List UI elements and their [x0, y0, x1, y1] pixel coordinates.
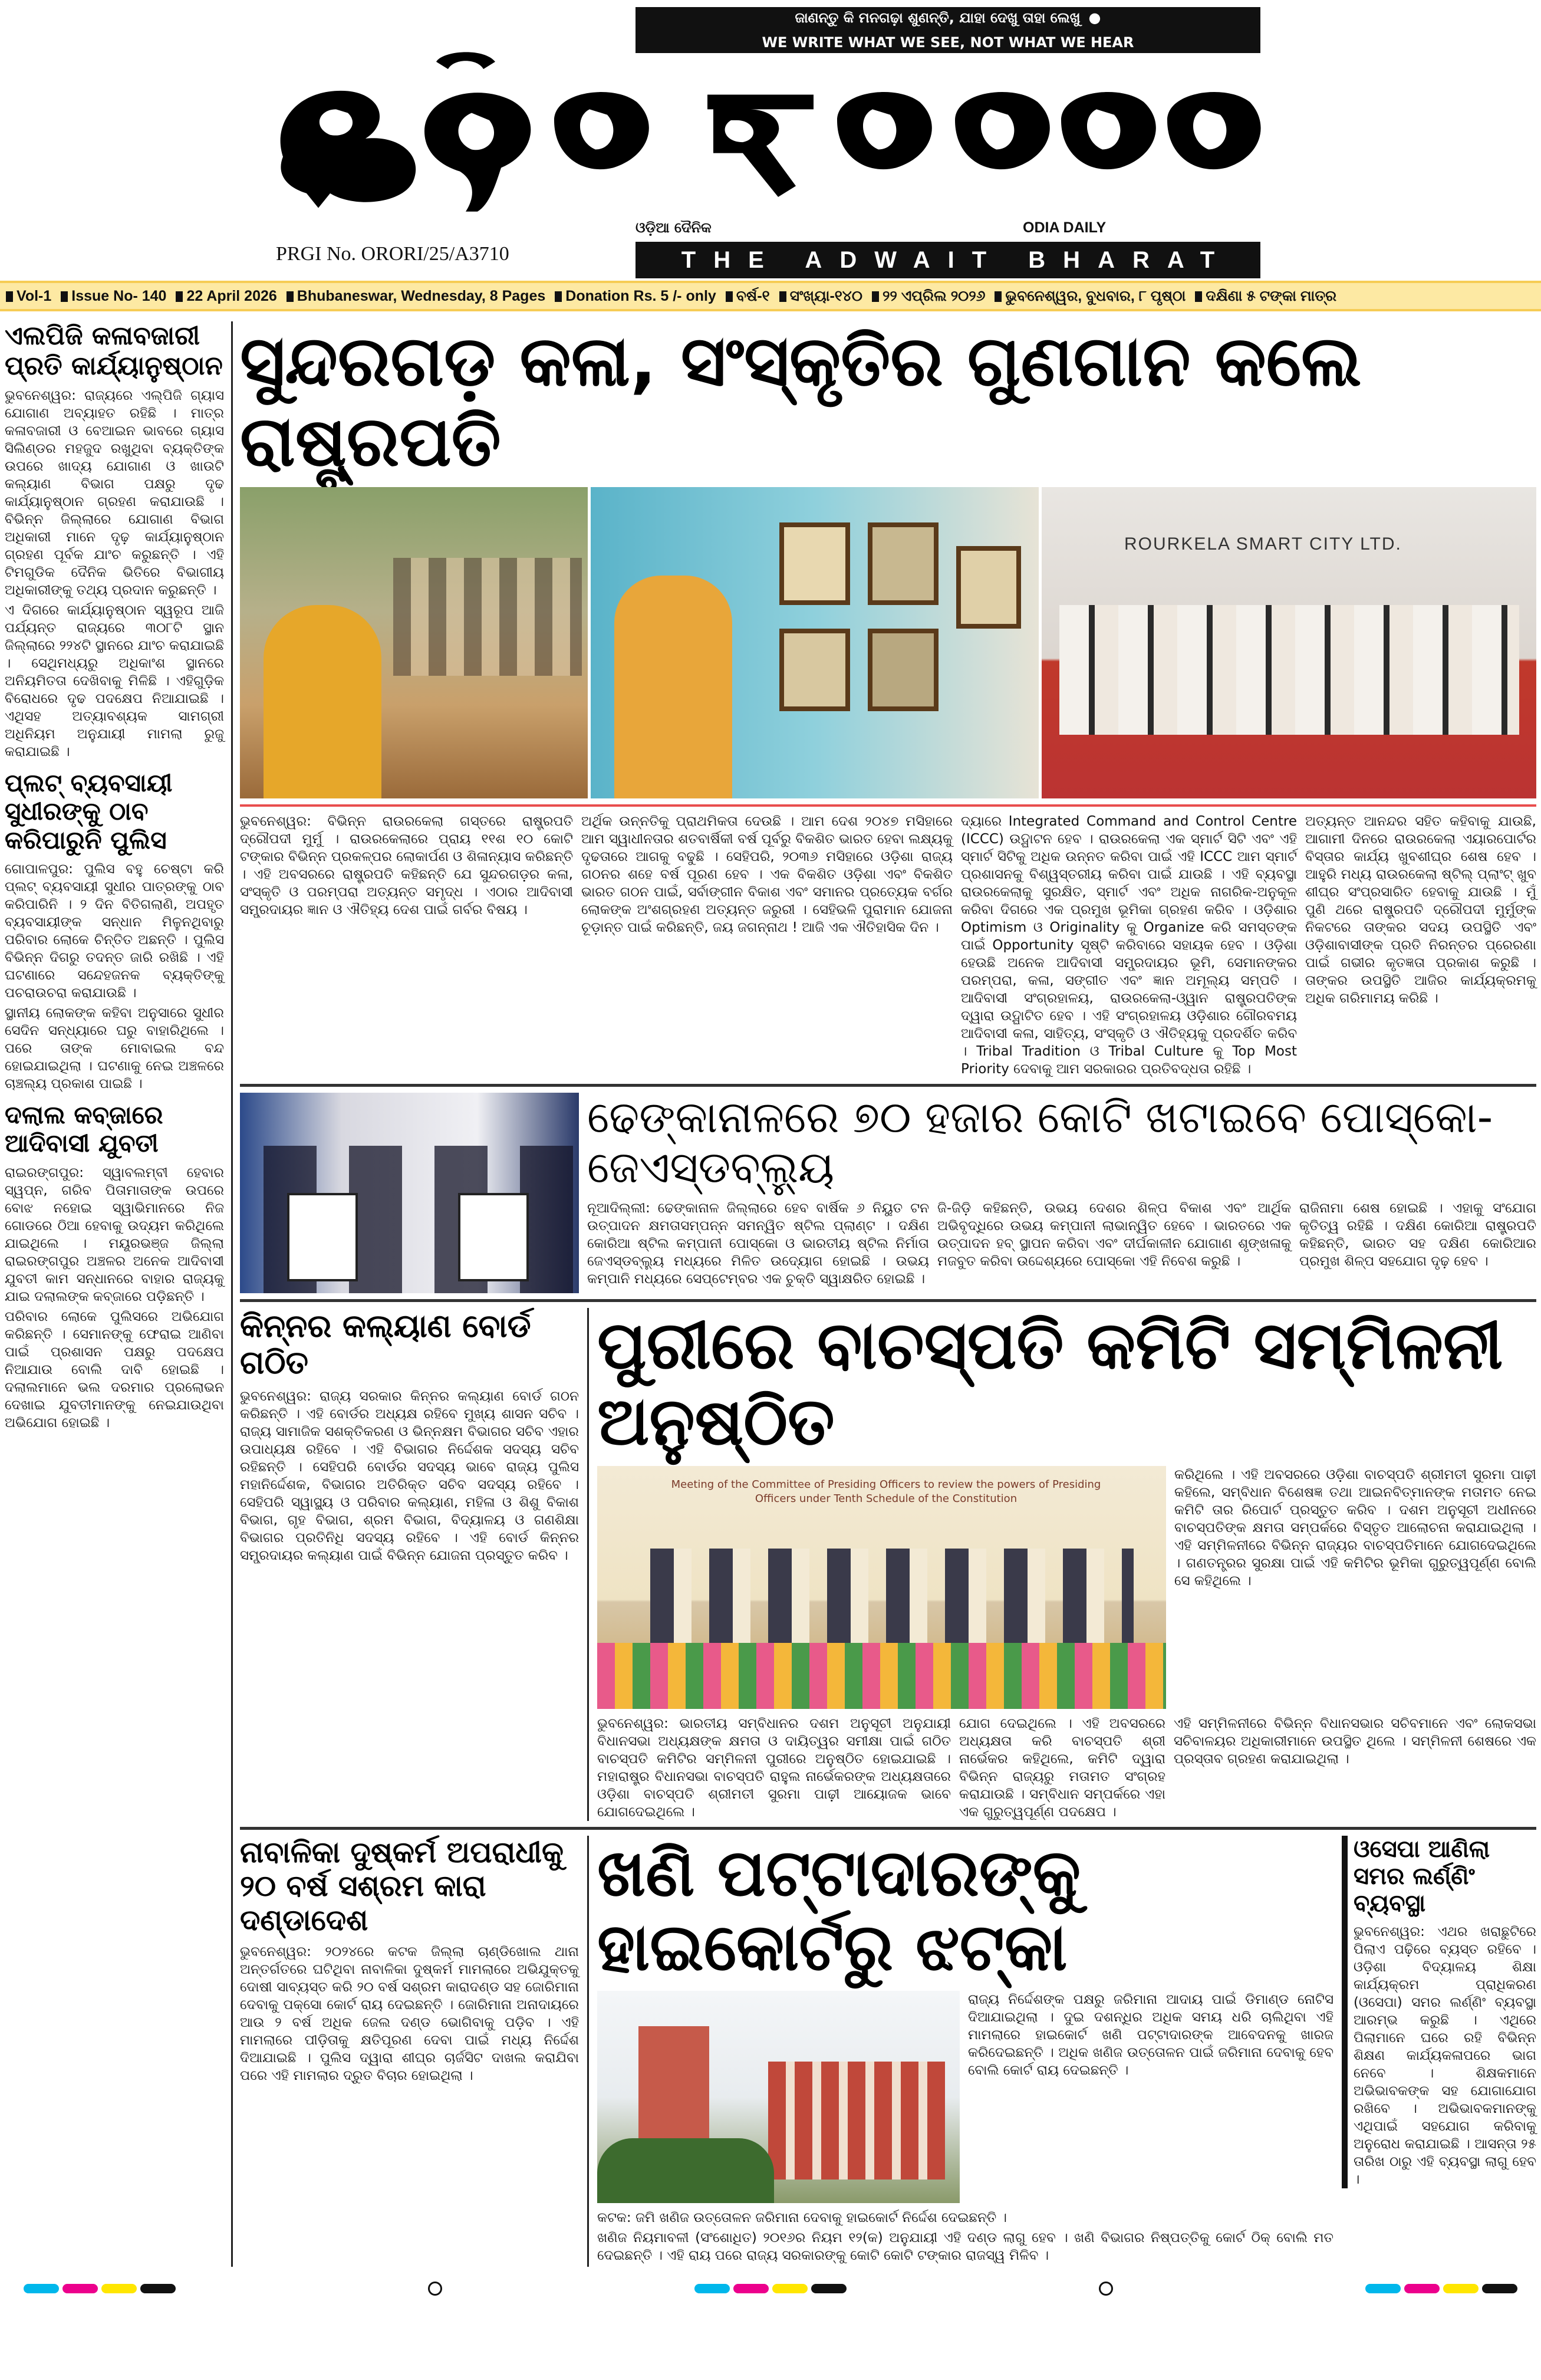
highcourt-photo — [597, 1991, 960, 2203]
left-news-column — [5, 321, 224, 2267]
registration-mark-icon — [428, 2282, 442, 2296]
info-item: 22 April 2026 — [176, 288, 276, 305]
story-headline-lpg: ଏଲପିଜି କଳାବଜାରୀ ପ୍ରତି କାର୍ଯ୍ୟାନୁଷ୍ଠାନ — [5, 321, 223, 381]
highcourt-column-1: ରାଜ୍ୟ ନିର୍ଦ୍ଦେଶଙ୍କ ପକ୍ଷରୁ ଜରିମାନା ଆଦାୟ ପାଇଁ ଡିମାଣ୍ଡ ନୋଟିସ ଦିଆଯାଇଥିଲା । ଦୁଇ ଦଶନ୍ଧିର ଅଧିକ ସମୟ ଧରି ଚାଲିଥିବା ଏହି ମାମଲାରେ ହାଇକୋର୍ଟ ଖଣି ପଟ୍ଟାଦାରଙ୍କ ଆବେଦନକୁ ଖାରଜ କରିଦେଇଛନ୍ତି । ଅଧିକ ଖଣିଜ ଉତ୍ତୋଳନ ପାଇଁ ଜରିମାନା ଦେବାକୁ ହେବ ବୋଲି କୋର୍ଟ ରାୟ ଦେଇଛନ୍ତି । — [968, 1991, 1333, 2078]
lead-photo-exhibition — [591, 487, 1039, 798]
odia-daily-label: ଓଡ଼ିଆ ଦୈନିକ — [636, 219, 712, 236]
story-headline-plot-dealer: ପ୍ଲଟ୍ ବ୍ୟବସାୟୀ ସୁଧୀରଙ୍କୁ ଠାବ କରିପାରୁନି ପୁଲିସ — [5, 768, 173, 854]
story-headline-tribal-girl: ଦଲାଲ କବ୍‌ଜାରେ ଆଦିବାସୀ ଯୁବତୀ — [5, 1100, 163, 1158]
lead-photo-group — [1042, 487, 1536, 798]
osepa-body: ଭୁବନେଶ୍ୱର: ଏଥର ଖରାଛୁଟିରେ ପିଲାଏ ପଢ଼ିରେ ବ୍ୟସ୍ତ ରହିବେ । ଓଡ଼ିଶା ବିଦ୍ୟାଳୟ ଶିକ୍ଷା କାର୍ଯ୍ୟକ୍ରମ ପ୍ରାଧିକରଣ (ଓସେପା) ସମର ଲର୍ଣ୍ଣିଂ ବ୍ୟବସ୍ଥା ଆରମ୍ଭ କରୁଛି । ଏଥିରେ ପିଲାମାନେ ଘରେ ରହି ବିଭିନ୍ନ ଶିକ୍ଷଣ କାର୍ଯ୍ୟକଳାପରେ ଭାଗ ନେବେ । ଶିକ୍ଷକମାନେ ଅଭିଭାବକଙ୍କ ସହ ଯୋଗାଯୋଗ ରଖିବେ । ଅଭିଭାବକମାନଙ୍କୁ ଏଥିପାଇଁ ସହଯୋଗ କରିବାକୁ ଅନୁରୋଧ କରାଯାଇଛି । ଆସନ୍ତା ୨୫ ତାରିଖ ଠାରୁ ଏହି ବ୍ୟବସ୍ଥା ଲାଗୁ ହେବ । — [1354, 1924, 1536, 2187]
info-item: Vol-1 — [6, 288, 51, 305]
story-body-plot-dealer: ଗୋପାଳପୁର: ପୁଲିସ ବହୁ ଚେଷ୍ଟା କରି ପ୍ଲଟ୍ ବ୍ୟବସାୟୀ ସୁଧୀର ପାତ୍ରଙ୍କୁ ଠାବ କରିପାରିନି । ୨ ଦିନ ବିତିଗଲାଣି, ଅପହୃତ ବ୍ୟବସାୟୀଙ୍କ ସନ୍ଧାନ ମିଳୁନଥିବାରୁ ପରିବାର ଲୋକେ ଚିନ୍ତିତ ଅଛନ୍ତି । ପୁଲିସ ବିଭିନ୍ନ ଦିଗରୁ ତଦନ୍ତ ଜାରି ରଖିଛି । ଏହି ଘଟଣାରେ ସନ୍ଦେହଜନକ ବ୍ୟକ୍ତିଙ୍କୁ ପଚରାଉଚରା କରାଯାଉଛି । ସ୍ଥାନୀୟ ଲୋକଙ୍କ କହିବା ଅନୁସାରେ ସୁଧୀର ସେଦିନ ସନ୍ଧ୍ୟାରେ ଘରୁ ବାହାରିଥିଲେ । ପରେ ତାଙ୍କ ମୋବାଇଲ ବନ୍ଦ ହୋଇଯାଇଥିଲା । ଘଟଣାକୁ ନେଇ ଅଞ୍ଚଳରେ ଚାଞ୍ଚଲ୍ୟ ପ୍ରକାଶ ପାଇଛି । — [5, 862, 224, 1092]
column-divider — [587, 1308, 589, 1821]
masthead-tagline — [636, 7, 1260, 53]
kinnar-body: ଭୁବନେଶ୍ୱର: ରାଜ୍ୟ ସରକାର କିନ୍ନର କଲ୍ୟାଣ ବୋର୍ଡ ଗଠନ କରିଛନ୍ତି । ଏହି ବୋର୍ଡର ଅଧ୍ୟକ୍ଷ ରହିବେ ମୁଖ୍ୟ ଶାସନ ସଚିବ । ରାଜ୍ୟ ସାମାଜିକ ସଶକ୍ତିକରଣ ଓ ଭିନ୍ନକ୍ଷମ ବିଭାଗର ସଚିବ ଏହାର ଉପାଧ୍ୟକ୍ଷ ରହିବେ । ଏହି ବିଭାଗର ନିର୍ଦ୍ଦେଶକ ସଦସ୍ୟ ସଚିବ ରହିଛନ୍ତି । ସେହିପରି ବୋର୍ଡର ସଦସ୍ୟ ଭାବେ ରାଜ୍ୟ ପୁଲିସ ମହାନିର୍ଦ୍ଦେଶକ, ବିଭାଗର ଅତିରିକ୍ତ ସଚିବ ସଦସ୍ୟ ରହିବେ । ସେହିପରି ସ୍ୱାସ୍ଥ୍ୟ ଓ ପରିବାର କଲ୍ୟାଣ, ମହିଳା ଓ ଶିଶୁ ବିକାଶ ବିଭାଗ, ଗୃହ ବିଭାଗ, ଶ୍ରମ ବିଭାଗ, ବିଦ୍ୟାଳୟ ଓ ଗଣଶିକ୍ଷା ବିଭାଗର ପ୍ରତିନିଧି ସଦସ୍ୟ ରହିବେ । ଏହି ବୋର୍ଡ କିନ୍ନର ସମ୍ପ୍ରଦାୟର କଲ୍ୟାଣ ପାଇଁ ବିଭିନ୍ନ ଯୋଜନା ପ୍ରସ୍ତୁତ କରିବ । — [240, 1388, 579, 1563]
info-item: Bhubaneswar, Wednesday, 8 Pages — [287, 288, 545, 305]
kinnar-headline: କିନ୍ନର କଲ୍ୟାଣ ବୋର୍ଡ ଗଠିତ — [240, 1307, 531, 1382]
pocso-body: ଭୁବନେଶ୍ୱର: ୨୦୨୪ରେ କଟକ ଜିଲ୍ଲା ଚାଣ୍ଡିଖୋଲ ଥାନା ଅନ୍ତର୍ଗତରେ ଘଟିଥିବା ନାବାଳିକା ଦୁଷ୍କର୍ମ ମାମଲାରେ ଅଭିଯୁକ୍ତକୁ ଦୋଷୀ ସାବ୍ୟସ୍ତ କରି ୨୦ ବର୍ଷ ସଶ୍ରମ କାରାଦଣ୍ଡ ସହ ଜୋରିମାନା ଦେବାକୁ ପକ୍ସୋ କୋର୍ଟ ରାୟ ଦେଇଛନ୍ତି । ଜୋରିମାନା ଅନାଦାୟରେ ଆଉ ୨ ବର୍ଷ ଅଧିକ ଜେଲ ଦଣ୍ଡ ଭୋଗିବାକୁ ପଡ଼ିବ । ଏହି ମାମଲାରେ ପୀଡ଼ିତାକୁ କ୍ଷତିପୂରଣ ଦେବା ପାଇଁ ମଧ୍ୟ ନିର୍ଦ୍ଦେଶ ଦିଆଯାଇଛି । ପୁଲିସ ଦ୍ୱାରା ଶୀଘ୍ର ଚାର୍ଜସିଟ ଦାଖଲ କରାଯିବା ପରେ ଏହି ମାମଲାର ଦ୍ରୁତ ବିଚାର ହୋଇଥିଲା । — [240, 1944, 579, 2084]
posco-headline: ଢେଙ୍କାନାଳରେ ୭୦ ହଜାର କୋଟି ଖଟାଇବେ ପୋସ୍କୋ-ଜେଏସ୍‌ଡବ୍ଲ୍ୟୁ — [587, 1092, 1493, 1194]
lead-headline: ସୁନ୍ଦରଗଡ଼ କଳା, ସଂସ୍କୃତିର ଗୁଣଗାନ କଲେ ରାଷ୍ଟ୍ରପତି — [240, 320, 1362, 482]
photo-banner-text: Meeting of the Committee of Presiding Officers to review the powers of Presiding Officers under Tenth Schedule of the Constitution — [671, 1478, 1101, 1505]
pocso-headline: ନାବାଳିକା ଦୁଷ୍କର୍ମ ଅପରାଧୀକୁ ୨୦ ବର୍ଷ ସଶ୍ରମ କାରା ଦଣ୍ଡାଦେଶ — [240, 1835, 564, 1937]
lead-column-2: ଅର୍ଥିକ ଉନ୍ନତିକୁ ପ୍ରାଥମିକତା ଦେଉଛି । ଆମ ଦେଶ ୨୦୪୭ ମସିହାରେ ଆମ ସ୍ୱାଧୀନତାର ଶତବାର୍ଷିକୀ ବର୍ଷ ପୂର୍ବରୁ ବିକଶିତ ଭାରତ ହେବା ଲକ୍ଷ୍ୟକୁ ଦୃଢତାରେ ଆଗକୁ ବଢୁଛି । ସେହିପରି, ୨୦୩୬ ମସିହାରେ ଓଡ଼ିଶା ରାଜ୍ୟ ଗଠନର ଶହେ ବର୍ଷ ପୂରଣ ହେବ । ଏକ ବିକଶିତ ଓଡ଼ିଶା ଏବଂ ବିକଶିତ ଭାରତ ଗଠନ ପାଇଁ, ସର୍ବାଙ୍ଗୀନ ବିକାଶ ଏବଂ ସମାନର ପ୍ରତ୍ୟେକ ବର୍ଗର ଲୋକଙ୍କ ଅଂଶଗ୍ରହଣ ଅତ୍ୟନ୍ତ ଜରୁରୀ । ସେହିଭଳି ପୁରାମାନ ଯୋଜନା ଚୂଡ଼ାନ୍ତ ପାଇଁ କରିଛନ୍ତି, ଜୟ ଜଗନ୍ନାଥ ! ଆଜି ଏକ ଐତିହାସିକ ଦିନ । — [581, 814, 953, 936]
highcourt-lower: କଟକ: ଜମି ଖଣିଜ ଉତ୍ତୋଳନ ଜରିମାନା ଦେବାକୁ ହାଇକୋର୍ଟ ନିର୍ଦ୍ଦେଶ ଦେଇଛନ୍ତି । ଖଣିଜ ନିୟମାବଳୀ (ସଂଶୋଧିତ) ୨୦୧୬ର ନିୟମ ୧୨(କ) ଅନୁଯାୟୀ ଏହି ଦଣ୍ଡ ଲାଗୁ ହେବ । ଖଣି ବିଭାଗର ନିଷ୍ପତ୍ତିକୁ କୋର୍ଟ ଠିକ୍ ବୋଲି ମତ ଦେଇଛନ୍ତି । ଏହି ରାୟ ପରେ ରାଜ୍ୟ ସରକାରଙ୍କୁ କୋଟି କୋଟି ଟଙ୍କାର ରାଜସ୍ୱ ମିଳିବ । — [597, 2210, 1333, 2263]
puri-column-2: ଯୋଗ ଦେଇଥିଲେ । ଏହି ଅବସରରେ ଅଧ୍ୟକ୍ଷତା କରି ବାଚସ୍ପତି ଶ୍ରୀ ନାର୍ଭେକର କହିଥିଲେ, କମିଟି ଦ୍ୱାରା ବିଭିନ୍ନ ରାଜ୍ୟରୁ ମତାମତ ସଂଗ୍ରହ କରାଯାଉଛି । ସମ୍ବିଧାନ ସମ୍ପର୍କରେ ଏହା ଏକ ଗୁରୁତ୍ୱପୂର୍ଣ୍ଣ ପଦକ୍ଷେପ । — [959, 1715, 1165, 1820]
info-item-or: ଭୁବନେଶ୍ୱର, ବୁଧବାର, ୮ ପୃଷ୍ଠା — [995, 288, 1186, 305]
lead-column-1: ଭୁବନେଶ୍ୱର: ବିଭିନ୍ନ ରାଉରକେଲା ଗସ୍ତରେ ରାଷ୍ଟ୍ରପତି ଦ୍ରୌପଦୀ ମୁର୍ମୁ । ରାଉରକେଲାରେ ପ୍ରାୟ ୧୧ଶ ୧୦ କୋଟି ଟଙ୍କାର ବିଭିନ୍ନ ପ୍ରକଳ୍ପର ଲୋକାର୍ପଣ ଓ ଶିଳାନ୍ୟାସ କରିଛନ୍ତି । ଏହି ଅବସରରେ ରାଷ୍ଟ୍ରପତି କହିଛନ୍ତି ଯେ ସୁନ୍ଦରଗଡ଼ର କଳା, ସଂସ୍କୃତି ଓ ପରମ୍ପରା ଅତ୍ୟନ୍ତ ସମୃଦ୍ଧ । ଏଠାର ଆଦିବାସୀ ସମ୍ପ୍ରଦାୟର ଜ୍ଞାନ ଓ ଐତିହ୍ୟ ଦେଶ ପାଇଁ ଗର୍ବର ବିଷୟ । — [240, 814, 573, 918]
highcourt-headline: ଖଣି ପଟ୍ଟାଦାରଙ୍କୁ ହାଇକୋର୍ଟରୁ ଝଟ୍‌କା — [597, 1835, 1081, 1985]
accent-rule — [240, 804, 1536, 807]
puri-column-3: ଏହି ସମ୍ମିଳନୀରେ ବିଭିନ୍ନ ବିଧାନସଭାର ସଚିବମାନେ ଏବଂ ଲୋକସଭା ସଚିବାଳୟର ଅଧିକାରୀମାନେ ଉପସ୍ଥିତ ଥିଲେ । ସମ୍ମିଳନୀ ଶେଷରେ ଏକ ପ୍ରସ୍ତାବ ଗ୍ରହଣ କରାଯାଇଥିଲା । — [1174, 1715, 1536, 1767]
print-registration-bar — [0, 2279, 1541, 2299]
masthead-logo — [248, 47, 1273, 215]
tagline-odia: ଜାଣନ୍ତୁ କି ମନଗଢ଼ା ଶୁଣନ୍ତି, ଯାହା ଦେଖୁ ତାହା ଲେଖୁ — [795, 9, 1081, 26]
posco-mou-photo — [240, 1093, 579, 1293]
odia-daily-label-en: ODIA DAILY — [1023, 219, 1107, 236]
lead-photos — [240, 487, 1536, 798]
section-rule — [240, 1827, 1536, 1830]
info-item-or: ଦକ୍ଷିଣା ୫ ଟଙ୍କା ମାତ୍ର — [1195, 288, 1336, 305]
masthead — [0, 0, 1541, 321]
info-item-or: ବର୍ଷ-୧ — [726, 288, 770, 305]
lead-column-4: ଅତ୍ୟନ୍ତ ଆନନ୍ଦର ସହିତ କହିବାକୁ ଯାଉଛି, ଆଗାମୀ ଦିନରେ ରାଉରକେଲା ଏୟାରପୋର୍ଟର ବିସ୍ତାର କାର୍ଯ୍ୟ ଖୁବଶୀଘ୍ର ଶେଷ ହେବ । ଆହୁରି ମଧ୍ୟ ରାଉରକେଲା ଷ୍ଟିଲ୍ ପ୍ଲାଂଟ୍ ଖୁବ ଶୀଘ୍ର ସଂପ୍ରସାରିତ ହେବାକୁ ଯାଉଛି । ମୁଁ ପୁଣି ଥରେ ରାଷ୍ଟ୍ରପତି ଦ୍ରୌପଦୀ ମୁର୍ମୁଙ୍କ ନିକଟରେ ତାଙ୍କର ସଦୟ ଉପସ୍ଥିତି ଏବଂ ଓଡ଼ିଶାବାସୀଙ୍କ ପ୍ରତି ନିରନ୍ତର ପ୍ରେରଣା ପାଇଁ ଗଭୀର କୃତଜ୍ଞତା ପ୍ରକାଶ କରୁଛି । ତାଙ୍କର ଉପସ୍ଥିତି ଆଜିର କାର୍ଯ୍ୟକ୍ରମକୁ ଅଧିକ ଗରିମାମୟ କରିଛି । — [1305, 814, 1536, 1007]
column-divider — [587, 1836, 589, 2267]
info-item-or: ସଂଖ୍ୟା-୧୪୦ — [779, 288, 862, 305]
highcourt-caption: କଟକ: ଜମି ଖଣିଜ ଉତ୍ତୋଳନ ଜରିମାନା ଦେବାକୁ ହାଇକୋର୍ଟ ନିର୍ଦ୍ଦେଶ ଦେଇଛନ୍ତି । — [597, 2210, 1007, 2226]
lead-columns — [240, 813, 1536, 1078]
bottom-section — [240, 1836, 1536, 2267]
section-rule — [240, 1299, 1536, 1302]
main-news-area — [240, 321, 1536, 2267]
issue-info-bar — [0, 281, 1541, 311]
puri-column-1: ଭୁବନେଶ୍ୱର: ଭାରତୀୟ ସମ୍ବିଧାନର ଦଶମ ଅନୁସୂଚୀ ଅନୁଯାୟୀ ବିଧାନସଭା ଅଧ୍ୟକ୍ଷଙ୍କ କ୍ଷମତା ଓ ଦାୟିତ୍ୱର ସମୀକ୍ଷା ପାଇଁ ଗଠିତ ବାଚସ୍ପତି କମିଟିର ସମ୍ମିଳନୀ ପୁରୀରେ ଅନୁଷ୍ଠିତ ହୋଇଯାଇଛି । ମହାରାଷ୍ଟ୍ର ବିଧାନସଭା ବାଚସ୍ପତି ରାହୁଲ ନାର୍ଭେକରଙ୍କ ଅଧ୍ୟକ୍ଷତାରେ ଓଡ଼ିଶା ବାଚସ୍ପତି ଶ୍ରୀମତୀ ସୁରମା ପାଢ଼ୀ ଆୟୋଜକ ଭାବେ ଯୋଗଦେଇଥିଲେ । — [597, 1715, 951, 1820]
registration-mark-icon — [1099, 2282, 1113, 2296]
section-rule — [240, 1084, 1536, 1087]
puri-right-column: କରିଥିଲେ । ଏହି ଅବସରରେ ଓଡ଼ିଶା ବାଚସ୍ପତି ଶ୍ରୀମତୀ ସୁରମା ପାଢ଼ୀ କହିଲେ, ସମ୍ବିଧାନ ବିଶେଷଜ୍ଞ ତଥା ଆଇନବିତ୍‌ମାନଙ୍କ ମତାମତ ନେଇ କମିଟି ତାର ରିପୋର୍ଟ ପ୍ରସ୍ତୁତ କରିବ । ଦଶମ ଅନୁସୂଚୀ ଅଧୀନରେ ବାଚସ୍ପତିଙ୍କ କ୍ଷମତା ସମ୍ପର୍କରେ ବିସ୍ତୃତ ଆଲୋଚନା କରାଯାଇଥିଲା । ଏହି ସମ୍ମିଳନୀରେ ବିଭିନ୍ନ ରାଜ୍ୟର ବାଚସ୍ପତିମାନେ ଯୋଗଦେଇଥିଲେ । ଗଣତନ୍ତ୍ରର ସୁରକ୍ଷା ପାଇଁ ଏହି କମିଟିର ଭୂମିକା ଗୁରୁତ୍ୱପୂର୍ଣ୍ଣ ବୋଲି ସେ କହିଥିଲେ । — [1174, 1467, 1536, 1589]
posco-column-2: ଜି-ଜିଡ଼ି କହିଛନ୍ତି, ଉଭୟ ଦେଶର ଶିଳ୍ପ ବିକାଶ ଏବଂ ଆର୍ଥିକ ଅଭିବୃଦ୍ଧିରେ ଉଭୟ କମ୍ପାନୀ ଲାଭାନ୍ୱିତ ହେବେ । ଭାରତରେ ଏକ ଉତ୍ପାଦନ ହବ୍ ସ୍ଥାପନ କରିବା ଏବଂ ଦୀର୍ଘକାଳୀନ ଯୋଗାଣ ଶୃଙ୍ଖଳାକୁ ମଜବୁତ କରିବା ଉଦ୍ଦେଶ୍ୟରେ ପୋସ୍କୋ ଏହି ନିବେଶ କରୁଛି । — [937, 1200, 1291, 1269]
posco-column-3: ରାଜିନାମା ଶେଷ ହୋଇଛି । ଏହାକୁ ସଂଯୋଗ କୃତିତ୍ୱ ରହିଛି । ଦକ୍ଷିଣ କୋରିଆ ରାଷ୍ଟ୍ରପତି କହିଛନ୍ତି, ଭାରତ ସହ ଦକ୍ଷିଣ କୋରିଆର ପ୍ରମୁଖ ଶିଳ୍ପ ସହଯୋଗ ଦୃଢ଼ ହେବ । — [1299, 1200, 1536, 1269]
lead-photo-crowd — [240, 487, 588, 798]
prgi-number: PRGI No. ORORI/25/A3710 — [276, 243, 509, 265]
osepa-story — [1342, 1836, 1536, 2188]
posco-column-1: ନୂଆଦିଲ୍ଲୀ: ଢେଙ୍କାନାଳ ଜିଲ୍ଲାରେ ହେବ ବାର୍ଷିକ ୬ ନିୟୁତ ଟନ ଉତ୍ପାଦନ କ୍ଷମତାସମ୍ପନ୍ନ ସମନ୍ୱିତ ଷ୍ଟିଲ ପ୍ଲାଣ୍ଟ । ଦକ୍ଷିଣ କୋରିଆ ଷ୍ଟିଲ କମ୍ପାନୀ ପୋସ୍କୋ ଓ ଭାରତୀୟ ଷ୍ଟିଲ ନିର୍ମାତା ଜେଏସ୍‌ଡବ୍ଲ୍ୟୁ ମଧ୍ୟରେ ମିଳିତ ଉଦ୍ୟୋଗ ହୋଇଛି । ଉଭୟ କମ୍ପାନି ମଧ୍ୟରେ ସେପ୍ଟେମ୍ବର ଏକ ଚୁକ୍ତି ସ୍ୱାକ୍ଷରିତ ହୋଇଛି । — [587, 1200, 929, 1287]
page-body — [0, 321, 1541, 2267]
osepa-headline: ଓସେପା ଆଣିଲା ସମର ଲର୍ଣ୍ଣିଂ ବ୍ୟବସ୍ଥା — [1354, 1835, 1490, 1917]
bullet-icon: ● — [1088, 9, 1101, 26]
tagline-english: WE WRITE WHAT WE SEE, NOT WHAT WE HEAR — [762, 34, 1134, 51]
story-body-tribal-girl: ରାଇରଙ୍ଗପୁର: ସ୍ୱାବଲମ୍ବୀ ହେବାର ସ୍ୱପ୍ନ, ଗରିବ ପିତାମାତାଙ୍କ ଉପରେ ବୋଝ ନହୋଇ ସ୍ୱାଭିମାନରେ ନିଜ ଗୋଡରେ ଠିଆ ହେବାକୁ ଉଦ୍ୟମ କରିଥିଲେ ଯାଇଥିଲେ । ମୟୂରଭଞ୍ଜ ଜିଲ୍ଲା ରାଇରଙ୍ଗପୁର ଅଞ୍ଚଳର ଅନେକ ଆଦିବାସୀ ଯୁବତୀ କାମ ସନ୍ଧାନରେ ବାହାର ରାଜ୍ୟକୁ ଯାଇ ଦଲାଲଙ୍କ କବ୍‌ଜାରେ ପଡ଼ିଛନ୍ତି । ପରିବାର ଲୋକେ ପୁଲିସରେ ଅଭିଯୋଗ କରିଛନ୍ତି । ସେମାନଙ୍କୁ ଫେରାଇ ଆଣିବା ପାଇଁ ପ୍ରଶାସନ ପକ୍ଷରୁ ପଦକ୍ଷେପ ନିଆଯାଉ ବୋଲି ଦାବି ହୋଇଛି । ଦଲାଲମାନେ ଭଲ ଦରମାର ପ୍ରଲୋଭନ ଦେଖାଇ ଯୁବତୀମାନଙ୍କୁ ନେଇଯାଉଥିବା ଅଭିଯୋଗ ହୋଇଛି । — [5, 1165, 224, 1431]
posco-section — [240, 1093, 1536, 1293]
info-item: Issue No- 140 — [61, 288, 166, 305]
column-divider — [231, 321, 233, 2267]
info-item: Donation Rs. 5 /- only — [555, 288, 716, 305]
info-item-or: ୨୨ ଏପ୍ରିଲ ୨୦୨୬ — [872, 288, 985, 305]
puri-headline: ପୁରୀରେ ବାଚସ୍ପତି କମିଟି ସମ୍ମିଳନୀ ଅନୁଷ୍ଠିତ — [597, 1307, 1503, 1461]
lead-column-3: ଦ୍ୟାରେ Integrated Command and Control Centre (ICCC) ଉଦ୍ଘାଟନ ହେବ । ରାଉରକେଲା ଏକ ସ୍ମାର୍ଟ ସିଟି ଏବଂ ଏହି ସ୍ମାର୍ଟ ସିଟିକୁ ଅଧିକ ଉନ୍ନତ କରିବା ପାଇଁ ଏହି ICCC ଆମ ସ୍ମାର୍ଟ ପ୍ରଶାସନକୁ ବିଶ୍ୱସ୍ତରୀୟ କରିବା ପାଇଁ ଯାଉଛି । ଏହି ବ୍ୟବସ୍ଥା ରାଉରକେଲାକୁ ସୁରକ୍ଷିତ, ସ୍ମାର୍ଟ ଏବଂ ଅଧିକ ନାଗରିକ-ଅନୁକୂଳ କରିବା ଦିଗରେ ଏକ ପ୍ରମୁଖ ଭୂମିକା ଗ୍ରହଣ କରିବ । ଓଡ଼ିଶାର Optimism ଓ Originality କୁ Organize କରି ସମସ୍ତଙ୍କ ପାଇଁ Opportunity ସୃଷ୍ଟି କରିବାରେ ସହାୟକ ହେବ । ଓଡ଼ିଶା ହେଉଛି ଅନେକ ଆଦିବାସୀ ସମ୍ପ୍ରଦାୟର ଭୂମି, ସେମାନଙ୍କର ପରମ୍ପରା, କଳା, ସଙ୍ଗୀତ ଏବଂ ଜ୍ଞାନ ଅମୂଲ୍ୟ ସମ୍ପତି । ଆଦିବାସୀ ସଂଗ୍ରହାଳୟ, ରାଉରକେଲା-ଓ୍ୱାନ ରାଷ୍ଟ୍ରପତିଙ୍କ ଦ୍ୱାରା ଉଦ୍ଘାଟିତ ହେବ । ଏହି ସଂଗ୍ରହାଳୟ ଓଡ଼ିଶାର ଗୌରବମୟ ଆଦିବାସୀ କଳା, ସାହିତ୍ୟ, ସଂସ୍କୃତି ଓ ଐତିହ୍ୟକୁ ପ୍ରଦର୍ଶିତ କରିବ । Tribal Tradition ଓ Tribal Culture କୁ Top Most Priority ଦେବାକୁ ଆମ ସରକାରର ପ୍ରତିବଦ୍ଧତା ରହିଛି । — [961, 814, 1297, 1077]
masthead-title-english: THE ADWAIT BHARAT — [636, 242, 1260, 278]
kinnar-puri-section — [240, 1308, 1536, 1821]
puri-meeting-photo — [597, 1466, 1166, 1709]
photo-sign-text: ROURKELA SMART CITY LTD. — [1124, 534, 1402, 554]
story-body-lpg: ଭୁବନେଶ୍ୱର: ରାଜ୍ୟରେ ଏଲ୍‌ପିଜି ଗ୍ୟାସ ଯୋଗାଣ ଅବ୍ୟାହତ ରହିଛି । ମାତ୍ର କଳାବଜାରୀ ଓ ବେଆଇନ ଭାବରେ ଗ୍ୟାସ ସିଲିଣ୍ଡର ମହଜୁଦ ରଖୁଥିବା ବ୍ୟକ୍ତିଙ୍କ ଉପରେ ଖାଦ୍ୟ ଯୋଗାଣ ଓ ଖାଉଟି କଲ୍ୟାଣ ବିଭାଗ ପକ୍ଷରୁ ଦୃଢ କାର୍ଯ୍ୟାନୁଷ୍ଠାନ ଗ୍ରହଣ କରାଯାଉଛି । ବିଭିନ୍ନ ଜିଲ୍ଲାରେ ଯୋଗାଣ ବିଭାଗ ଅଧିକାରୀ ମାନେ ଦୃଢ଼ କାର୍ଯ୍ୟାନୁଷ୍ଠାନ ଗ୍ରହଣ ପୂର୍ବକ ଯାଂଚ କରୁଛନ୍ତି । ଏହି ଟିମଗୁଡିକ ଦୈନିକ ଭିତିରେ ବିଭାଗୀୟ ଅଧିକାରୀଙ୍କୁ ତଥ୍ୟ ପ୍ରଦାନ କରୁଛନ୍ତି । ଏ ଦିଗରେ କାର୍ଯ୍ୟାନୁଷ୍ଠାନ ସ୍ୱରୂପ ଆଜି ପର୍ଯ୍ୟନ୍ତ ରାଜ୍ୟରେ ୩୦୮ଟି ସ୍ଥାନ ଜିଲ୍ଲାରେ ୨୨୪ଟି ସ୍ଥାନରେ ଯାଂଚ କରାଯାଇଛି । ସେଥିମଧ୍ୟରୁ ଅଧିକାଂଶ ସ୍ଥାନରେ ଅନିୟମିତତା ଦେଖିବାକୁ ମିଳିଛି । ଏହିଗୁଡ଼ିକ ବିରୋଧରେ ଦୃଢ ପଦକ୍ଷେପ ନିଆଯାଇଛି । ଏଥିସହ ଅତ୍ୟାବଶ୍ୟକ ସାମଗ୍ରୀ ଅଧିନିୟମ ଅନୁଯାୟୀ ମାମଲା ରୁଜୁ କରାଯାଇଛି । — [5, 388, 224, 760]
